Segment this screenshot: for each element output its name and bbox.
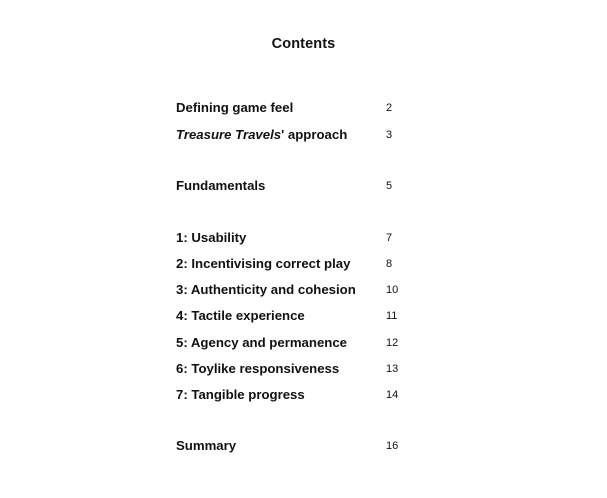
toc-page-number: 10	[386, 284, 399, 296]
page-title: Contents	[271, 36, 336, 52]
toc-entry-label: 2: Incentivising correct play	[176, 256, 351, 271]
toc-page-number: 2	[386, 102, 393, 114]
toc-page-number: 13	[386, 363, 399, 375]
toc-page-number: 5	[386, 180, 393, 192]
toc-entry-summary[interactable]	[176, 438, 416, 456]
toc-entry-label: 6: Toylike responsiveness	[176, 361, 340, 376]
toc-page-number: 3	[386, 129, 393, 141]
toc-entry-label: 4: Tactile experience	[176, 308, 305, 323]
toc-entry-label-rest: ' approach	[281, 127, 348, 142]
toc-entry-toylike-responsiveness[interactable]	[176, 361, 416, 379]
toc-entry-label: Fundamentals	[176, 178, 266, 193]
toc-entry-fundamentals[interactable]	[176, 178, 416, 196]
toc-entry-label	[176, 127, 347, 142]
toc-entry-label: 3: Authenticity and cohesion	[176, 282, 356, 297]
toc-page-number: 16	[386, 440, 399, 452]
toc-entry-tactile-experience[interactable]	[176, 308, 416, 326]
toc-entry-authenticity-and-cohesion[interactable]	[176, 282, 416, 300]
toc-entry-label: 7: Tangible progress	[176, 387, 305, 402]
toc-entry-label: Defining game feel	[176, 100, 294, 115]
toc-entry-defining-game-feel[interactable]	[176, 100, 416, 118]
toc-entry-label-italic: Treasure Travels	[176, 127, 282, 142]
toc-page-number: 8	[386, 258, 393, 270]
toc-entry-treasure-travels-approach[interactable]	[176, 127, 416, 145]
toc-entry-label: Summary	[176, 438, 237, 453]
toc-page-number: 7	[386, 232, 393, 244]
toc-page-number: 12	[386, 337, 399, 349]
toc-entry-usability[interactable]	[176, 230, 416, 248]
toc-entry-agency-and-permanence[interactable]	[176, 335, 416, 353]
toc-page-number: 14	[386, 389, 399, 401]
toc-entry-label: 5: Agency and permanence	[176, 335, 348, 350]
toc-entry-incentivising-correct-play[interactable]	[176, 256, 416, 274]
toc-page-number: 11	[386, 310, 398, 322]
toc-entry-tangible-progress[interactable]	[176, 387, 416, 405]
toc-entry-label: 1: Usability	[176, 230, 247, 245]
